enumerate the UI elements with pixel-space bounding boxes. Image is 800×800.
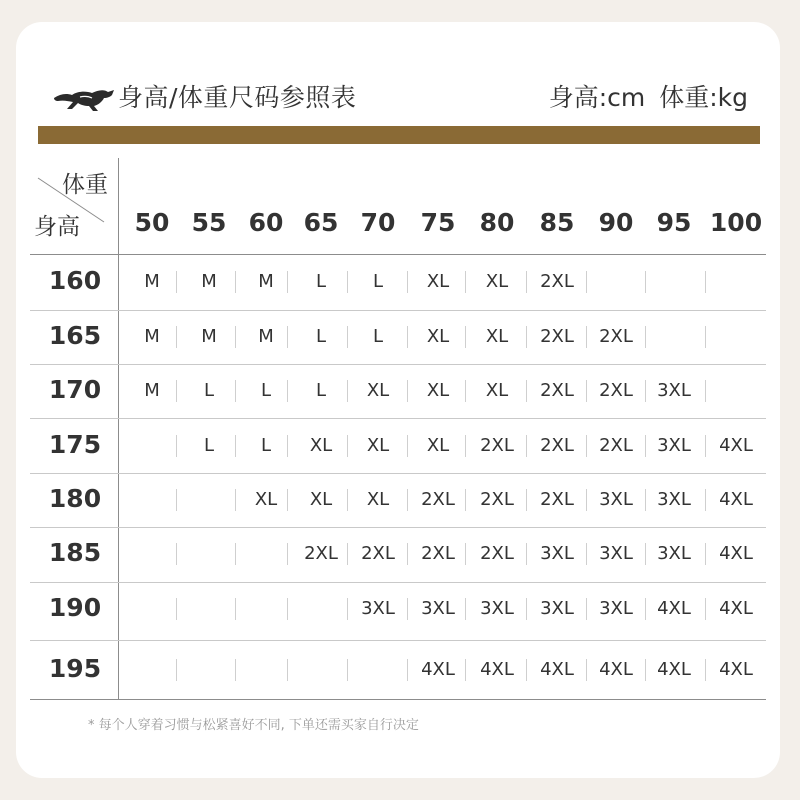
height-header-180: 180 (48, 484, 102, 513)
cell-separator (407, 435, 408, 457)
size-cell: 4XL (421, 659, 455, 680)
size-cell: 3XL (657, 380, 691, 401)
size-cell: L (260, 380, 272, 401)
size-cell: L (203, 380, 215, 401)
size-cell: L (372, 271, 384, 292)
weight-header-85: 85 (539, 208, 575, 237)
cell-separator (176, 659, 177, 681)
cell-separator (526, 380, 527, 402)
size-cell: 4XL (719, 543, 753, 564)
size-cell: 3XL (657, 435, 691, 456)
size-cell: 2XL (480, 435, 514, 456)
cell-separator (407, 598, 408, 620)
cell-separator (235, 543, 236, 565)
size-cell: 3XL (599, 543, 633, 564)
size-cell: 3XL (361, 598, 395, 619)
cell-separator (705, 489, 706, 511)
height-header-190: 190 (48, 593, 102, 622)
size-cell: 4XL (599, 659, 633, 680)
size-cell: 4XL (657, 659, 691, 680)
size-cell: XL (254, 489, 278, 510)
weight-header-50: 50 (134, 208, 170, 237)
cell-separator (645, 326, 646, 348)
size-cell: 4XL (657, 598, 691, 619)
cell-separator (176, 598, 177, 620)
cell-separator (586, 326, 587, 348)
cell-separator (526, 659, 527, 681)
weight-unit: 体重:kg (659, 83, 748, 112)
size-cell: L (315, 271, 327, 292)
size-cell: XL (426, 271, 450, 292)
size-cell: 2XL (540, 435, 574, 456)
size-cell: 3XL (599, 489, 633, 510)
cell-separator (705, 380, 706, 402)
cell-separator (407, 659, 408, 681)
size-cell: 2XL (421, 543, 455, 564)
size-cell: 2XL (540, 326, 574, 347)
weight-header-75: 75 (420, 208, 456, 237)
weight-header-60: 60 (248, 208, 284, 237)
cell-separator (586, 659, 587, 681)
row-divider (30, 527, 766, 528)
cell-separator (526, 543, 527, 565)
size-cell: 2XL (540, 271, 574, 292)
cell-separator (705, 659, 706, 681)
cell-separator (526, 435, 527, 457)
size-cell: 2XL (480, 543, 514, 564)
height-header-175: 175 (48, 430, 102, 459)
size-cell: M (201, 271, 217, 292)
cell-separator (287, 543, 288, 565)
cell-separator (705, 326, 706, 348)
chart-title: 身高/体重尺码参照表 (118, 83, 357, 112)
table-bottom-border (30, 699, 766, 700)
cell-separator (407, 543, 408, 565)
size-cell: XL (485, 380, 509, 401)
size-cell: XL (485, 326, 509, 347)
size-cell: 3XL (421, 598, 455, 619)
cell-separator (235, 489, 236, 511)
cell-separator (287, 598, 288, 620)
cell-separator (526, 271, 527, 293)
size-cell: 2XL (540, 489, 574, 510)
size-cell: 3XL (540, 543, 574, 564)
row-divider (30, 364, 766, 365)
cell-separator (176, 435, 177, 457)
size-cell: 2XL (421, 489, 455, 510)
cell-separator (235, 598, 236, 620)
size-cell: 4XL (719, 435, 753, 456)
cell-separator (586, 435, 587, 457)
size-cell: XL (366, 380, 390, 401)
cell-separator (586, 271, 587, 293)
size-cell: M (201, 326, 217, 347)
size-cell: 3XL (657, 489, 691, 510)
size-cell: M (258, 271, 274, 292)
cell-separator (235, 659, 236, 681)
cell-separator (526, 598, 527, 620)
size-cell: 2XL (480, 489, 514, 510)
size-cell: M (144, 380, 160, 401)
size-cell: M (144, 326, 160, 347)
cell-separator (347, 598, 348, 620)
size-cell: 2XL (304, 543, 338, 564)
running-dog-logo (52, 84, 118, 114)
cell-separator (347, 659, 348, 681)
height-header-165: 165 (48, 321, 102, 350)
unit-legend (549, 78, 748, 118)
cell-separator (705, 271, 706, 293)
size-cell: 2XL (361, 543, 395, 564)
table-vertical-divider (118, 158, 119, 700)
cell-separator (176, 543, 177, 565)
row-divider (30, 310, 766, 311)
cell-separator (526, 326, 527, 348)
cell-separator (586, 543, 587, 565)
size-cell: 4XL (540, 659, 574, 680)
size-cell: L (372, 326, 384, 347)
size-cell: XL (366, 489, 390, 510)
size-cell: 4XL (719, 489, 753, 510)
weight-header-80: 80 (479, 208, 515, 237)
size-cell: 2XL (540, 380, 574, 401)
cell-separator (407, 271, 408, 293)
row-divider (30, 418, 766, 419)
cell-separator (705, 435, 706, 457)
size-cell: XL (309, 435, 333, 456)
height-header-185: 185 (48, 538, 102, 567)
chart-header (52, 78, 762, 118)
weight-header-100: 100 (709, 208, 763, 237)
size-cell: M (144, 271, 160, 292)
cell-separator (407, 326, 408, 348)
size-cell: M (258, 326, 274, 347)
size-cell: 4XL (480, 659, 514, 680)
size-cell: 2XL (599, 380, 633, 401)
table-header-divider (30, 254, 766, 255)
size-cell: 2XL (599, 326, 633, 347)
cell-separator (176, 489, 177, 511)
size-cell: XL (309, 489, 333, 510)
row-divider (30, 473, 766, 474)
cell-separator (645, 271, 646, 293)
size-cell: L (260, 435, 272, 456)
cell-separator (407, 489, 408, 511)
size-cell: 3XL (540, 598, 574, 619)
size-cell: XL (366, 435, 390, 456)
cell-separator (526, 489, 527, 511)
cell-separator (586, 598, 587, 620)
row-divider (30, 582, 766, 583)
size-cell: L (315, 380, 327, 401)
size-cell: 4XL (719, 659, 753, 680)
height-header-195: 195 (48, 654, 102, 683)
height-header-160: 160 (48, 266, 102, 295)
cell-separator (586, 489, 587, 511)
size-cell: L (315, 326, 327, 347)
size-cell: 4XL (719, 598, 753, 619)
corner-weight-label: 体重 (62, 172, 108, 198)
cell-separator (287, 659, 288, 681)
cell-separator (705, 543, 706, 565)
weight-header-90: 90 (598, 208, 634, 237)
size-cell: XL (426, 435, 450, 456)
corner-height-label: 身高 (34, 214, 80, 240)
row-divider (30, 640, 766, 641)
size-cell: 2XL (599, 435, 633, 456)
height-header-170: 170 (48, 375, 102, 404)
size-cell: L (203, 435, 215, 456)
height-unit: 身高:cm (548, 83, 646, 112)
size-cell: 3XL (480, 598, 514, 619)
footnote: * 每个人穿着习惯与松紧喜好不同, 下单还需买家自行决定 (88, 718, 419, 733)
size-cell: 3XL (599, 598, 633, 619)
weight-header-65: 65 (303, 208, 339, 237)
size-cell: XL (426, 326, 450, 347)
size-cell: XL (485, 271, 509, 292)
weight-header-55: 55 (191, 208, 227, 237)
cell-separator (586, 380, 587, 402)
weight-header-70: 70 (360, 208, 396, 237)
cell-separator (407, 380, 408, 402)
weight-header-95: 95 (656, 208, 692, 237)
size-cell: XL (426, 380, 450, 401)
header-accent-bar (38, 126, 760, 144)
size-cell: 3XL (657, 543, 691, 564)
cell-separator (705, 598, 706, 620)
